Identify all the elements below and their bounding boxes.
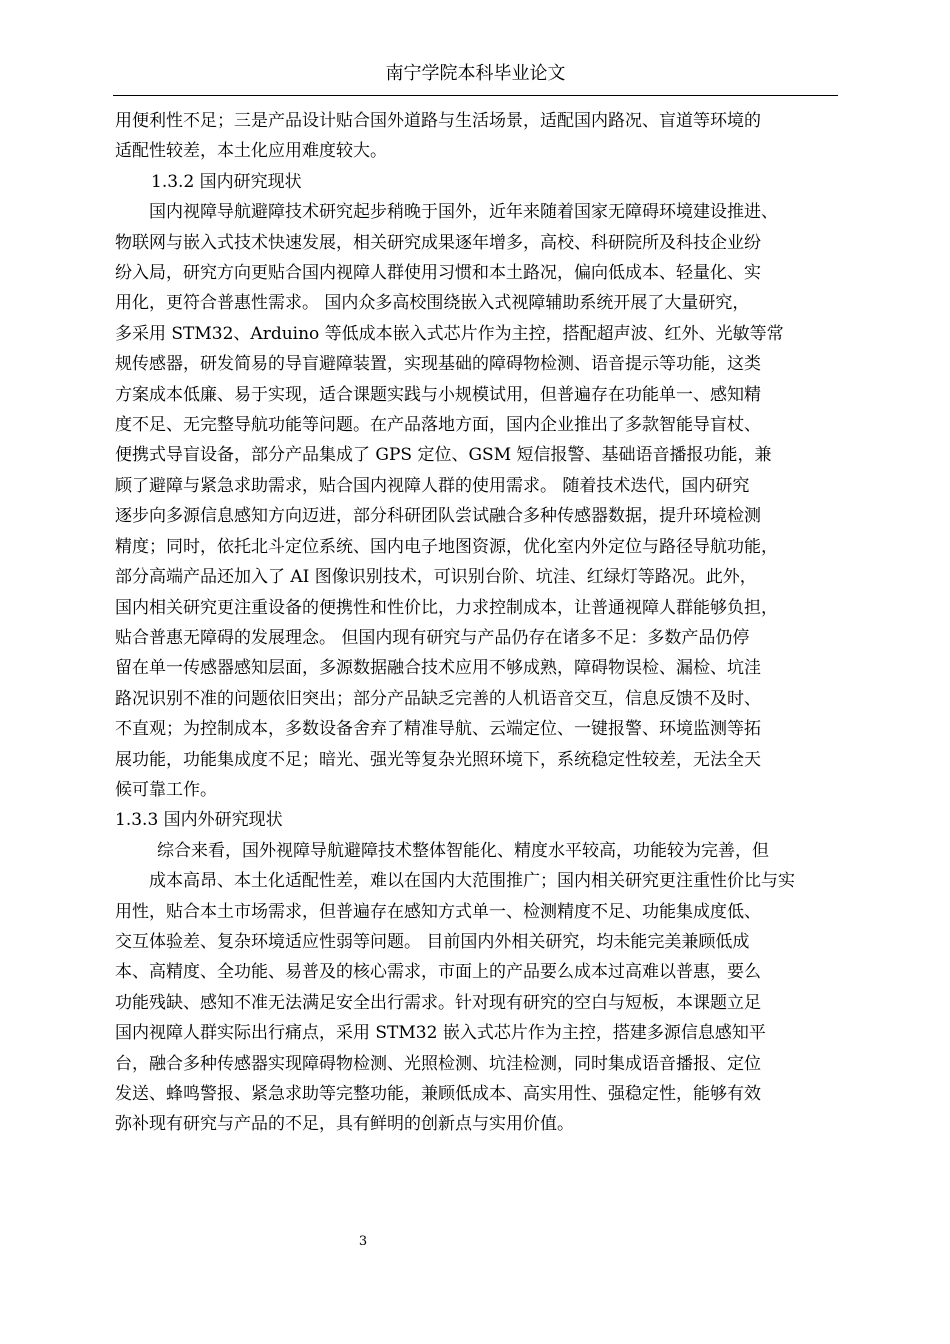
text-line: 用性，贴合本土市场需求，但普遍存在感知方式单一、检测精度不足、功能集成度低、 [115, 901, 761, 922]
text-line: 留在单一传感器感知层面，多源数据融合技术应用不够成熟，障碍物误检、漏检、坑洼 [115, 658, 761, 679]
section-heading-1-3-3: 综合来看，国外视障导航避障技术整体智能化、精度水平较高，功能较为完善，但 [157, 840, 769, 861]
text-line: 部分高端产品还加入了 AI 图像识别技术，可识别台阶、坑洼、红绿灯等路况。此外， [115, 567, 757, 588]
text-line: 国内视障导航避障技术研究起步稍晚于国外，近年来随着国家无障碍环境建设推进、 [149, 202, 778, 223]
text-line: 本、高精度、全功能、易普及的核心需求，市面上的产品要么成本过高难以普惠，要么 [115, 962, 761, 983]
text-line: 度不足、无完整导航功能等问题。在产品落地方面，国内企业推出了多款智能导盲杖、 [115, 415, 761, 436]
running-header [113, 62, 838, 86]
text-line: 用化，更符合普惠性需求。 国内众多高校围绕嵌入式视障辅助系统开展了大量研究， [115, 293, 750, 314]
text-line: 方案成本低廉、易于实现，适合课题实践与小规模试用，但普遍存在功能单一、感知精 [115, 384, 761, 405]
text-line: 弥补现有研究与产品的不足，具有鲜明的创新点与实用价值。 [115, 1114, 574, 1135]
text-line: 便携式导盲设备，部分产品集成了 GPS 定位、GSM 短信报警、基础语音播报功能，兼 [115, 445, 772, 466]
page-number-label: 3 [358, 1234, 368, 1249]
text-line: 纷入局，研究方向更贴合国内视障人群使用习惯和本土路况，偏向低成本、轻量化、实 [115, 263, 761, 284]
header-rule [113, 95, 838, 96]
text-line: 交互体验差、复杂环境适应性弱等问题。 目前国内外相关研究，均未能完美兼顾低成 [115, 931, 750, 952]
text-line: 展功能，功能集成度不足；暗光、强光等复杂光照环境下，系统稳定性较差，无法全天 [115, 749, 761, 770]
text-line: 不直观；为控制成本，多数设备舍弃了精准导航、云端定位、一键报警、环境监测等拓 [115, 719, 761, 740]
text-line: 路况识别不准的问题依旧突出；部分产品缺乏完善的人机语音交互，信息反馈不及时、 [115, 688, 761, 709]
text-line: 发送、蜂鸣警报、紧急求助等完整功能，兼顾低成本、高实用性、强稳定性，能够有效 [115, 1084, 761, 1104]
text-line: 规传感器，研发简易的导盲避障装置，实现基础的障碍物检测、语音提示等功能，这类 [115, 354, 761, 375]
text-line: 顾了避障与紧急求助需求，贴合国内视障人群的使用需求。 随着技术迭代，国内研究 [115, 475, 750, 496]
text-line: 国内相关研究更注重设备的便携性和性价比，力求控制成本，让普通视障人群能够负担， [115, 597, 778, 618]
section-heading-1-3-2: 1.3.2 国内研究现状 [151, 171, 302, 192]
text-line: 功能残缺、感知不准无法满足安全出行需求。针对现有研究的空白与短板，本课题立足 [115, 992, 761, 1013]
text-line: 多采用 STM32、Arduino 等低成本嵌入式芯片作为主控，搭配超声波、红外、光敏等常 [115, 323, 784, 344]
text-line: 适配性较差，本土化应用难度较大。 [115, 141, 387, 162]
text-line: 贴合普惠无障碍的发展理念。 但国内现有研究与产品仍存在诸多不足：多数产品仍停 [115, 627, 750, 648]
text-line: 逐步向多源信息感知方向迈进，部分科研团队尝试融合多种传感器数据，提升环境检测 [115, 506, 761, 527]
page-number [0, 1233, 950, 1251]
text-line: 物联网与嵌入式技术快速发展，相关研究成果逐年增多，高校、科研院所及科技企业纷 [115, 232, 761, 253]
running-header-title: 南宁学院本科毕业论文 [385, 63, 566, 84]
thesis-body [115, 106, 840, 1140]
text-line: 成本高昂、本土化适配性差，难以在国内大范围推广；国内相关研究更注重性价比与实 [149, 871, 795, 892]
text-line: 精度；同时，依托北斗定位系统、国内电子地图资源，优化室内外定位与路径导航功能， [115, 536, 778, 557]
text-line: 国内视障人群实际出行痛点，采用 STM32 嵌入式芯片作为主控，搭建多源信息感知平 [115, 1023, 766, 1044]
text-line: 用便利性不足；三是产品设计贴合国外道路与生活场景，适配国内路况、盲道等环境的 [115, 111, 761, 131]
text-line: 1.3.3 国内外研究现状 [115, 810, 283, 831]
text-line: 台，融合多种传感器实现障碍物检测、光照检测、坑洼检测，同时集成语音播报、定位 [115, 1053, 761, 1074]
text-line: 候可靠工作。 [115, 779, 217, 800]
